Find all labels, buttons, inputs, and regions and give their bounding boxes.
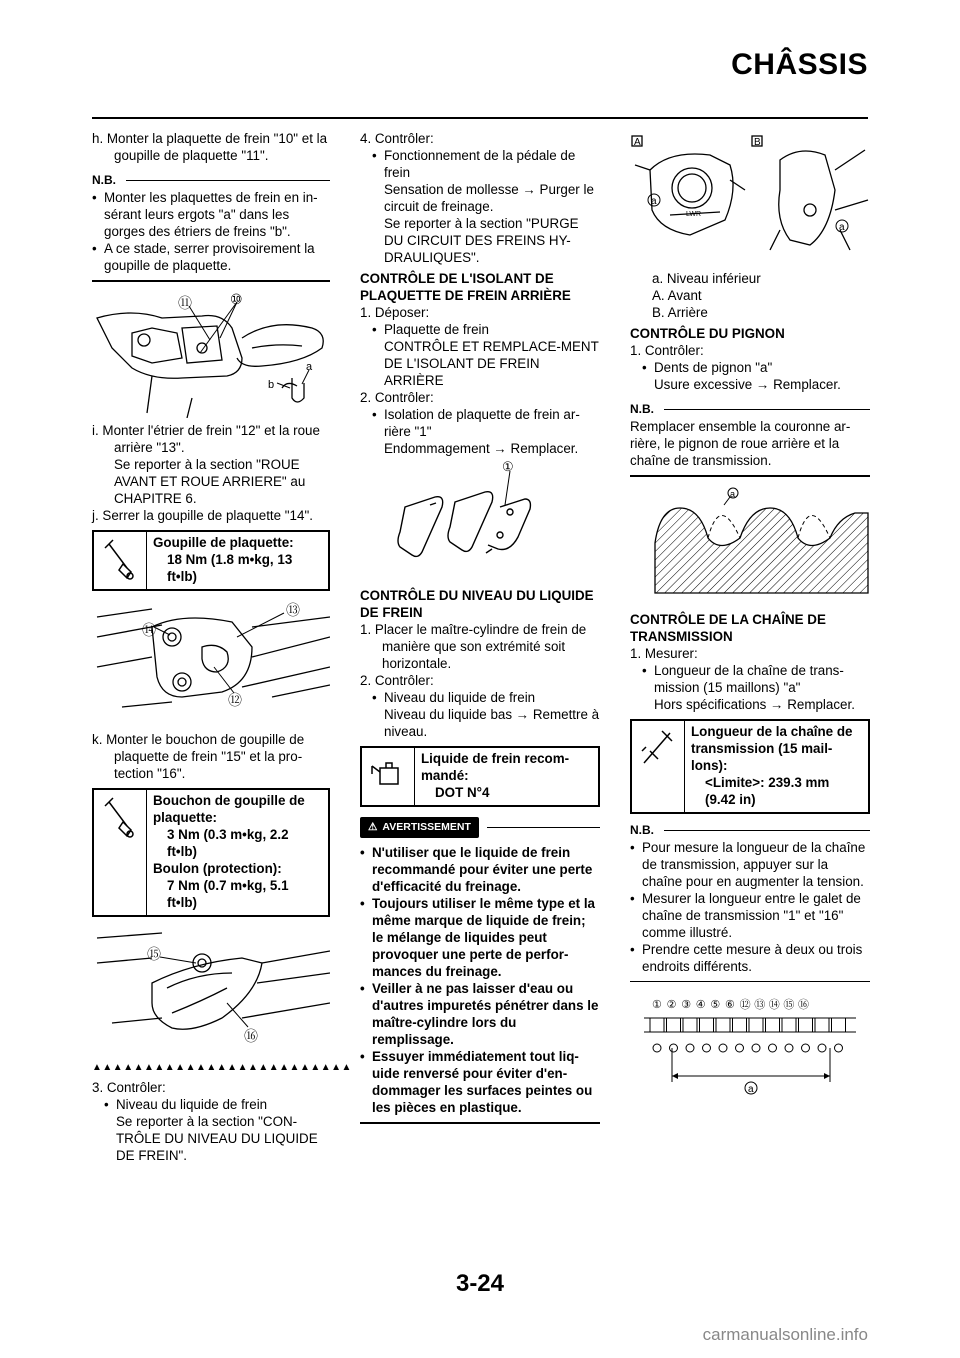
step-4: 4. Contrôler: [360,131,434,146]
chain-link [716,1018,730,1032]
chain-length-label: a [748,1084,754,1095]
s4-bullet-1: • Longueur de la chaîne de trans-mission (15 maillons) "a" [630,662,870,696]
fig-inner-label: LWR [686,211,702,218]
s1-bullet-1-ref: CONTRÔLE ET REMPLACE-MENT DE L'ISOLANT DE FREIN ARRIÈRE [384,339,599,388]
brake-fluid-spec [360,746,600,807]
chain-roller [785,1044,793,1052]
note-label: N.B. [92,173,116,187]
chain-link [700,1018,714,1032]
step-4-bullet: • Fonctionnement de la pédale de frein [360,147,600,181]
column-3 [630,130,870,1098]
spec-line: Longueur de la chaîne de transmission (15 mail-lons): [691,723,853,773]
fig2-label: ⑬ [286,601,300,618]
chain-link [667,1018,681,1032]
step-h: h. Monter la plaquette de frein "10" et la goupille de plaquette "11". [92,131,328,163]
section-heading-fluid-level: CONTRÔLE DU NIVEAU DU LIQUIDE DE FREIN [360,588,594,620]
warning-header [360,817,600,838]
s2-bullet-1-ref: Niveau du liquide bas → Remettre à niveau. [384,707,600,739]
spec-line: DOT N°4 [435,785,490,800]
chain-roller [769,1044,777,1052]
reservoir-figure [630,130,870,270]
note-block-2 [630,401,870,477]
chain-link [832,1018,846,1032]
note-text: Remplacer ensemble la couronne ar-rière, le pignon de roue arrière et la chaîne de transmission. [630,419,851,468]
s3-bullet-1: • Dents de pignon "a" [630,359,870,376]
note-item: • Monter les plaquettes de frein en in-sérant leurs ergots "a" dans les gorges des étriers de freins "b". [92,189,330,240]
chain-roller [752,1044,760,1052]
step-i: i. Monter l'étrier de frein "12" et la roue arrière "13". [92,422,320,455]
spec-line: <Limite>: 239.3 mm [705,774,830,790]
section-heading-chain: CONTRÔLE DE LA CHAÎNE DE TRANSMISSION [630,611,826,644]
watermark: carmanualsonline.info [702,1325,868,1344]
s4-step-1: 1. Mesurer: [630,645,698,661]
chain-link [782,1018,796,1032]
fig1-label: ⑪ [178,294,192,311]
fig2-label: ⑭ [142,621,156,638]
legend-item: A. Avant [652,288,702,303]
step-4-line: Se reporter à la section "PURGE DU CIRCUIT DES FREINS HY-DRAULIQUES". [384,216,579,265]
spec-line: Liquide de frein recom-mandé: [421,751,570,783]
spec-line: (9.42 in) [705,791,756,807]
torque-wrench-icon [103,538,137,582]
sprocket-teeth-figure [630,483,870,603]
legend-item: B. Arrière [652,305,708,320]
warning-body [360,844,600,1116]
chain-roller [818,1044,826,1052]
chain-length-spec [630,719,870,814]
spec-line: 3 Nm (0.3 m•kg, 2.2 [167,826,289,842]
s3-step-1: 1. Contrôler: [630,343,704,358]
spec-line: ft•lb) [167,894,197,910]
warning-item: • Veiller à ne pas laisser d'eau ou d'autres impuretés pénétrer dans le maître-cylindre lors du remplissage. [360,980,600,1048]
s2-step-1: 1. Placer le maître-cylindre de frein de manière que son extrémité soit horizontale. [360,622,587,671]
spec-line: 18 Nm (1.8 m•kg, 13 [167,551,293,567]
chain-link [650,1018,664,1032]
chain-link [749,1018,763,1032]
warning-item: • Toujours utiliser le même type et la même marque de liquide de frein; le mélange de liquides peut provoquer une perte de perfor-mances du freinage. [360,895,600,980]
step-3-ref: Se reporter à la section "CON-TRÔLE DU NIVEAU DU LIQUIDE DE FREIN". [116,1113,318,1163]
section-heading-sprocket: CONTRÔLE DU PIGNON [630,326,785,341]
fig1-label: b [268,378,275,391]
step-i-ref: Se reporter à la section "ROUE AVANT ET ROUE ARRIERE" au CHAPITRE 6. [114,456,306,506]
s1-bullet-2-ref: Endommagement → Remplacer. [384,441,579,456]
note-item: • Pour mesure la longueur de la chaîne de transmission, appuyer sur la chaîne pour en augmenter la tension. [630,839,870,890]
step-3-bullet: • Niveau du liquide de frein [92,1096,330,1113]
chain-roller [835,1044,843,1052]
note-label: N.B. [630,402,654,416]
warning-end-triangles: ▲▲▲▲▲▲▲▲▲▲▲▲▲▲▲▲▲▲▲▲▲▲▲▲▲ [92,1061,352,1073]
fig1-label: ⑩ [230,290,243,307]
column-1 [92,130,352,1164]
warning-item: • N'utiliser que le liquide de frein recommandé pour éviter une perte d'efficacité du freinage. [360,844,600,895]
fig1-label: a [306,360,313,373]
spec-line: Goupille de plaquette: [153,534,294,550]
header-rule [92,117,868,119]
s1-step-1: 1. Déposer: [360,305,430,320]
note-block-1 [92,172,330,282]
chain-roller-label: ⑬ [754,999,766,1011]
torque-wrench-icon [103,796,137,840]
chain-roller-label: ① [652,999,662,1011]
s1-bullet-2: • Isolation de plaquette de frein ar-rière "1" [360,406,600,440]
brake-pad-figure [360,457,600,577]
caliper-pad-figure [92,288,330,418]
chain-roller [686,1044,694,1052]
chain-figure [630,988,870,1098]
chain-link [815,1018,829,1032]
s1-bullet-1: • Plaquette de frein [360,321,600,338]
column-2 [360,130,600,1124]
chain-roller [670,1044,678,1052]
chain-roller [653,1044,661,1052]
caliper-gauge-icon [640,727,676,767]
note-item: • A ce stade, serrer provisoirement la goupille de plaquette. [92,240,330,274]
caliper-protector-figure [92,923,330,1053]
s1-step-2: 2. Contrôler: [360,390,434,405]
s4-bullet-1-ref: Hors spécifications → Remplacer. [654,696,855,712]
chain-link [799,1018,813,1032]
chain-roller [802,1044,810,1052]
note-label: N.B. [630,822,654,837]
spec-line: ft•lb) [167,568,197,584]
fig3-label: ⑮ [147,945,161,962]
spec-line: Bouchon de goupille de plaquette: [153,792,305,825]
page-number: 3-24 [455,1270,505,1297]
chain-roller [736,1044,744,1052]
warning-icon: ⚠ [368,821,378,833]
chain-roller-label: ② [666,999,677,1011]
spec-line: ft•lb) [167,843,197,859]
torque-spec-pin-plug [92,788,330,917]
chain-roller-label: ③ [681,999,692,1011]
fig-inner-label: a [839,222,845,233]
chain-link [683,1018,697,1032]
step-k: k. Monter le bouchon de goupille de plaquette de frein "15" et la pro-tection "16". [92,731,305,781]
chain-roller-label: ④ [695,999,706,1011]
pad-figure-label: ① [502,459,514,474]
step-3: 3. Contrôler: [92,1079,166,1095]
chain-roller-label: ⑯ [798,999,809,1011]
chain-roller [719,1044,727,1052]
note-item: • Mesurer la longueur entre le galet de chaîne de transmission "1" et "16" comme illustré. [630,890,870,941]
chain-roller-label: ⑫ [739,999,751,1011]
chain-link [766,1018,780,1032]
sprocket-label: a [730,488,736,499]
section-heading-pad-insulator: CONTRÔLE DE L'ISOLANT DE PLAQUETTE DE FREIN ARRIÈRE [360,271,571,303]
caliper-wheel-figure [92,597,330,727]
warning-item: • Essuyer immédiatement tout liq-uide renversé pour éviter d'en-dommager les surfaces peintes ou les pièces en plastique. [360,1048,600,1116]
warning-label: AVERTISSEMENT [382,821,471,833]
fig2-label: ⑫ [228,691,242,708]
fig-tag: A [634,137,641,148]
note-item: • Prendre cette mesure à deux ou trois endroits différents. [630,941,870,975]
fig3-label: ⑯ [244,1027,258,1044]
chain-roller-label: ⑥ [725,999,735,1011]
chain-roller-label: ⑮ [783,999,795,1011]
s3-bullet-1-ref: Usure excessive → Remplacer. [654,377,841,392]
fig-tag: B [754,137,761,148]
note-block-3 [630,822,870,983]
fig-inner-label: a [651,196,657,207]
s2-bullet-1: • Niveau du liquide de frein [360,689,600,706]
page-title: CHÂSSIS [731,48,868,81]
legend-item: a. Niveau inférieur [652,271,761,286]
step-4-line: Sensation de mollesse → Purger le circuit de freinage. [384,182,594,214]
chain-roller [703,1044,711,1052]
spec-line: Boulon (protection): [153,860,282,876]
step-j: j. Serrer la goupille de plaquette "14". [92,507,313,523]
spec-line: 7 Nm (0.7 m•kg, 5.1 [167,877,289,893]
s2-step-2: 2. Contrôler: [360,673,434,688]
chain-link [733,1018,747,1032]
oil-can-icon [370,754,406,790]
chain-roller-label: ⑭ [768,999,780,1011]
chain-roller-label: ⑤ [710,999,721,1011]
torque-spec-pad-pin [92,530,330,591]
